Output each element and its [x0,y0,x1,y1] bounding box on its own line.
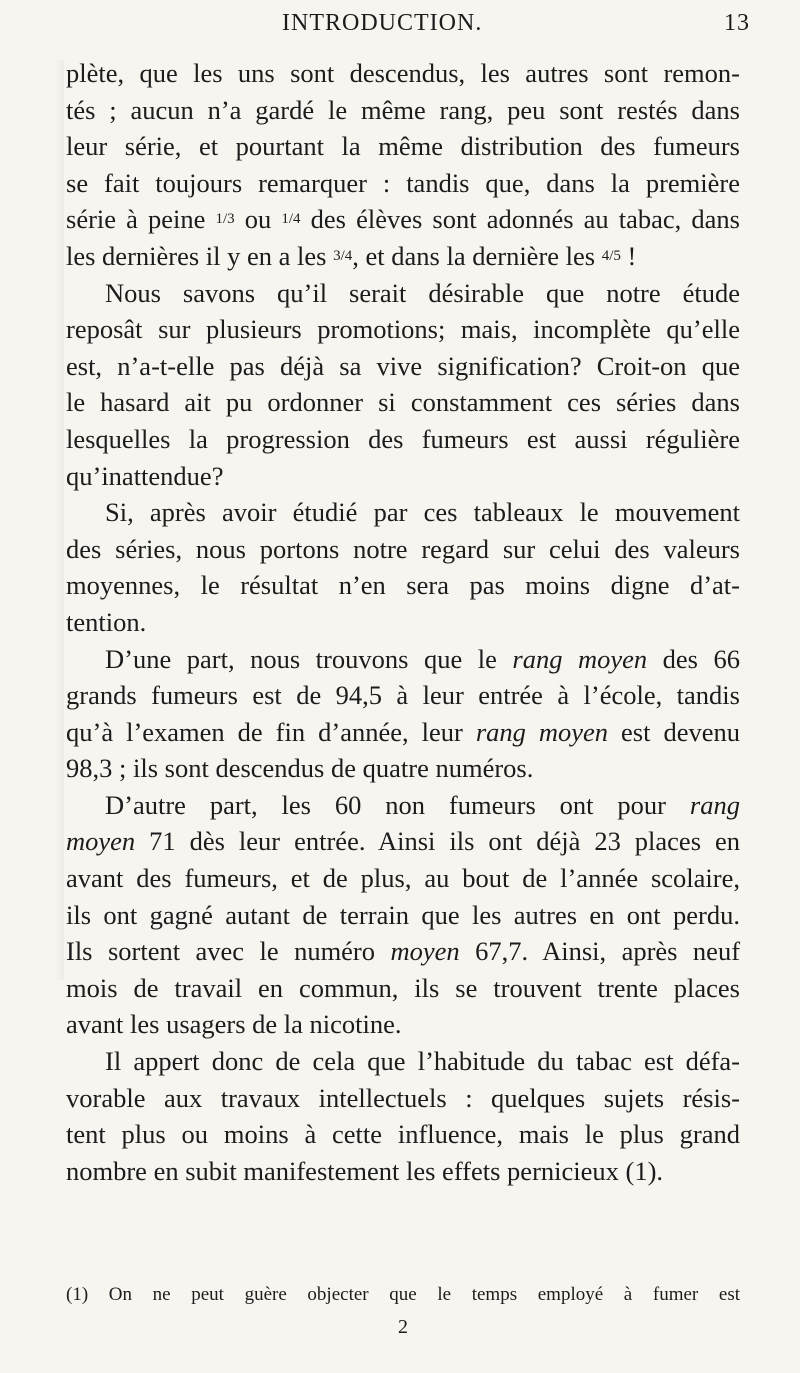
paragraph-start-line: Il appert donc de cela que l’habitude du tabac est défa- [105,1046,740,1077]
text-line: reposât sur plusieurs promotions; mais, incomplète qu’elle [66,314,740,345]
fraction: 4/5 [601,247,621,264]
text-fragment: des élèves sont adonnés au tabac, dans [310,204,740,235]
text-line [66,714,740,751]
text-line: plète, que les uns sont descendus, les autres sont remon- [66,58,740,88]
running-header [250,10,750,50]
text-line [66,238,740,275]
italic-term: rang moyen [512,643,648,674]
fraction: 3/4 [333,247,353,264]
text-line: avant les usagers de la nicotine. [66,1009,402,1040]
fraction: 1/4 [281,211,301,228]
paragraph-start-line [66,641,740,678]
italic-term: rang moyen [475,716,609,747]
text-fragment: qu’à l’examen de fin d’année, leur [66,716,463,747]
text-fragment: Ils sortent avec le numéro [66,936,376,967]
text-fragment: les dernières il y en a les [66,240,327,271]
page-gutter-shadow [54,60,64,980]
text-line: le hasard ait pu ordonner si constamment ces séries dans [66,387,740,418]
text-fragment: 67,7. Ainsi, après neuf [475,936,741,967]
text-line: vorable aux travaux intellectuels : quelques sujets résis- [66,1082,740,1113]
footnote [66,1280,740,1338]
text-fragment: des 66 [662,643,741,674]
footnote-text: (1) On ne peut guère objecter que le temps employé à fumer est [66,1284,740,1305]
text-line: tés ; aucun n’a gardé le même rang, peu sont restés dans [66,94,740,125]
text-line: tent plus ou moins à cette influence, mais le plus grand [66,1119,740,1150]
italic-term: moyen [66,826,136,857]
text-line [66,201,740,238]
signature-mark: 2 [398,1316,408,1338]
page-number: 13 [724,10,750,36]
text-line: mois de travail en commun, ils se trouvent trente places [66,972,740,1003]
text-line: ils ont gagné autant de terrain que les autres en ont perdu. [66,899,740,930]
text-line: qu’inattendue? [66,460,224,491]
text-fragment: D’une part, nous trouvons que le [105,643,497,674]
text-fragment: est devenu [621,716,741,747]
text-fragment: D’autre part, les 60 non fumeurs ont pour [105,789,667,820]
paragraph-start-line [66,787,740,824]
text-line: 98,3 ; ils sont descendus de quatre numéros. [66,753,534,784]
text-line: avant des fumeurs, et de plus, au bout de l’année scolaire, [66,863,740,894]
text-line: se fait toujours remarquer : tandis que, dans la première [66,167,740,198]
text-fragment: 71 dès leur entrée. Ainsi ils ont déjà 23 places en [149,826,740,857]
text-line [66,823,740,860]
text-fragment: , et dans la dernière les [352,240,596,271]
text-fragment: ou [244,204,272,235]
text-fragment: ! [620,240,637,271]
text-line: est, n’a-t-elle pas déjà sa vive signification? Croit-on que [66,350,740,381]
text-line: grands fumeurs est de 94,5 à leur entrée à l’école, tandis [66,680,740,711]
text-line: des séries, nous portons notre regard sur celui des valeurs [66,533,740,564]
paragraph-start-line: Si, après avoir étudié par ces tableaux le mouvement [105,497,740,528]
running-title: INTRODUCTION. [282,10,483,36]
text-line: leur série, et pourtant la même distribution des fumeurs [66,131,740,162]
text-line: moyennes, le résultat n’en sera pas moins digne d’at- [66,570,740,601]
fraction: 1/3 [215,211,235,228]
text-line: lesquelles la progression des fumeurs est aussi régulière [66,423,740,454]
italic-term: moyen [390,936,460,967]
text-line: nombre en subit manifestement les effets pernicieux (1). [66,1155,664,1186]
text-line [66,933,740,970]
body-text [66,55,740,1189]
text-line: tention. [66,606,147,637]
paragraph-start-line: Nous savons qu’il serait désirable que notre étude [105,277,740,308]
text-fragment: série à peine [66,204,206,235]
italic-term: rang [689,789,740,820]
